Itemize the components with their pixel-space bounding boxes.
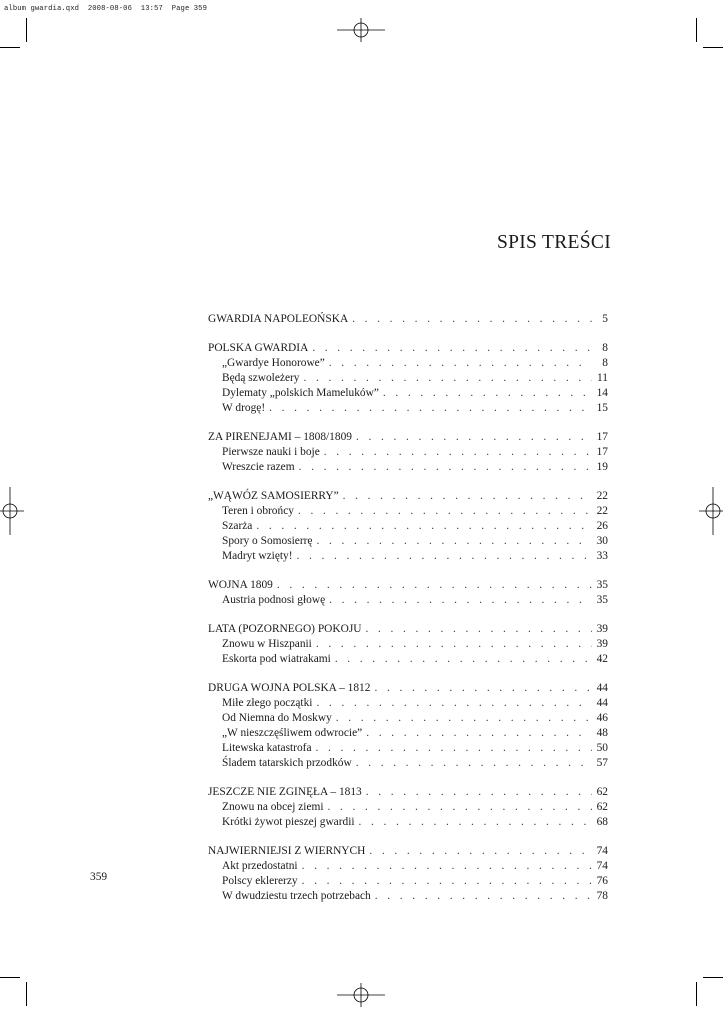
toc-subentry <box>208 593 608 608</box>
toc-subentry <box>208 741 608 756</box>
dot-leader <box>324 445 592 460</box>
toc-entry-title: Dylematy „polskich Mameluków” <box>222 387 379 399</box>
crop-mark-bottom-left-v <box>26 982 27 1006</box>
toc-entry-page: 74 <box>596 845 608 857</box>
crop-mark-top-right <box>703 47 723 48</box>
toc-entry-title: Znowu w Hiszpanii <box>222 638 312 650</box>
toc-section <box>208 844 608 904</box>
dot-leader <box>366 726 592 741</box>
toc-entry-page: 30 <box>596 535 608 547</box>
toc-entry-title: Pierwsze nauki i boje <box>222 446 320 458</box>
dot-leader <box>352 312 592 327</box>
registration-mark-top <box>337 18 385 42</box>
dot-leader <box>297 549 592 564</box>
toc-entry-page: 74 <box>596 860 608 872</box>
toc-entry-page: 44 <box>596 682 608 694</box>
toc-entry-title: „WĄWÓZ SAMOSIERRY” <box>208 490 339 502</box>
dot-leader <box>269 401 592 416</box>
toc-entry-title: „Gwardye Honorowe” <box>222 357 325 369</box>
toc-entry <box>208 785 608 800</box>
toc-entry <box>208 341 608 356</box>
toc-subentry <box>208 756 608 771</box>
toc-entry-title: POLSKA GWARDIA <box>208 342 309 354</box>
toc-subentry <box>208 460 608 475</box>
dot-leader <box>366 785 592 800</box>
toc-entry-page: 39 <box>596 623 608 635</box>
toc-entry-page: 68 <box>596 816 608 828</box>
toc-entry-title: Od Niemna do Moskwy <box>222 712 332 724</box>
toc-entry-title: Wreszcie razem <box>222 461 295 473</box>
toc-entry-title: GWARDIA NAPOLEOŃSKA <box>208 313 349 325</box>
registration-mark-left <box>0 487 24 535</box>
toc-entry-page: 35 <box>596 594 608 606</box>
toc-subentry <box>208 652 608 667</box>
dot-leader <box>356 756 592 771</box>
toc-entry <box>208 622 608 637</box>
toc-entry-page: 11 <box>597 372 608 384</box>
toc-subentry <box>208 874 608 889</box>
toc-entry <box>208 681 608 696</box>
crop-mark-top-right-v <box>696 18 697 42</box>
toc-entry-page: 39 <box>596 638 608 650</box>
toc-entry-title: Krótki żywot pieszej gwardii <box>222 816 355 828</box>
toc-entry-title: Austria podnosi głowę <box>222 594 326 606</box>
dot-leader <box>356 430 592 445</box>
toc-section <box>208 341 608 416</box>
toc-subentry <box>208 534 608 549</box>
toc-entry-title: Akt przedostatni <box>222 860 298 872</box>
toc-entry-page: 44 <box>596 697 608 709</box>
toc-section <box>208 681 608 771</box>
toc-entry-title: W drogę! <box>222 402 266 414</box>
dot-leader <box>277 578 592 593</box>
toc-entry-title: JESZCZE NIE ZGINĘŁA – 1813 <box>208 786 362 798</box>
toc-subentry <box>208 401 608 416</box>
toc-entry-page: 15 <box>596 402 608 414</box>
toc-section <box>208 430 608 475</box>
toc-subentry <box>208 445 608 460</box>
toc-entry <box>208 844 608 859</box>
crop-mark-top-left-v <box>26 18 27 42</box>
toc-subentry <box>208 519 608 534</box>
toc-section <box>208 312 608 327</box>
toc-entry-page: 46 <box>596 712 608 724</box>
registration-mark-bottom <box>337 983 385 1007</box>
toc-entry <box>208 578 608 593</box>
print-slug: album gwardia.qxd 2008-08-06 13:57 Page 359 <box>4 5 208 13</box>
toc-entry-title: Teren i obrońcy <box>222 505 294 517</box>
toc-entry-page: 50 <box>596 742 608 754</box>
toc-subentry <box>208 386 608 401</box>
toc-entry-title: NAJWIERNIEJSI Z WIERNYCH <box>208 845 366 857</box>
toc-entry-page: 22 <box>596 490 608 502</box>
toc-entry-title: LATA (POZORNEGO) POKOJU <box>208 623 362 635</box>
toc-entry-title: Szarża <box>222 520 253 532</box>
toc-entry-page: 22 <box>596 505 608 517</box>
page-number: 359 <box>90 871 108 883</box>
dot-leader <box>369 844 592 859</box>
toc-entry-page: 8 <box>602 357 608 369</box>
toc-entry-title: WOJNA 1809 <box>208 579 273 591</box>
toc-entry <box>208 430 608 445</box>
toc-entry-title: Eskorta pod wiatrakami <box>222 653 331 665</box>
toc-entry-title: DRUGA WOJNA POLSKA – 1812 <box>208 682 371 694</box>
registration-mark-right <box>699 487 723 535</box>
toc-entry-title: „W nieszczęśliwem odwrocie” <box>222 727 363 739</box>
toc-subentry <box>208 815 608 830</box>
toc-section <box>208 785 608 830</box>
dot-leader <box>256 519 592 534</box>
dot-leader <box>302 874 592 889</box>
crop-mark-bottom-right-v <box>696 982 697 1006</box>
toc-section <box>208 489 608 564</box>
dot-leader <box>328 800 592 815</box>
toc-subentry <box>208 549 608 564</box>
toc-subentry <box>208 889 608 904</box>
dot-leader <box>366 622 593 637</box>
toc-entry-page: 42 <box>596 653 608 665</box>
toc-entry-title: Będą szwoleżery <box>222 372 300 384</box>
dot-leader <box>329 593 592 608</box>
crop-mark-bottom-right <box>703 977 723 978</box>
toc-entry-title: Miłe złego początki <box>222 697 313 709</box>
toc-entry-title: Polscy eklererzy <box>222 875 298 887</box>
toc-entry-title: Spory o Somosierrę <box>222 535 313 547</box>
dot-leader <box>383 386 592 401</box>
toc-entry-page: 5 <box>602 313 608 325</box>
dot-leader <box>316 637 592 652</box>
crop-mark-top-left <box>0 47 20 48</box>
toc-entry-title: Madryt wzięty! <box>222 550 293 562</box>
toc-entry-page: 17 <box>596 431 608 443</box>
toc-subentry <box>208 371 608 386</box>
toc-entry-page: 26 <box>596 520 608 532</box>
crop-mark-bottom-left <box>0 977 20 978</box>
page-title: SPIS TREŚCI <box>496 232 611 254</box>
toc-entry-title: Litewska katastrofa <box>222 742 312 754</box>
toc-entry-page: 76 <box>596 875 608 887</box>
dot-leader <box>316 696 592 711</box>
toc-entry-title: W dwudziestu trzech potrzebach <box>222 890 371 902</box>
toc-entry-title: Śladem tatarskich przodków <box>222 757 352 769</box>
dot-leader <box>343 489 592 504</box>
dot-leader <box>359 815 592 830</box>
dot-leader <box>299 460 592 475</box>
toc-subentry <box>208 711 608 726</box>
toc-entry-page: 78 <box>596 890 608 902</box>
dot-leader <box>302 859 592 874</box>
toc-subentry <box>208 726 608 741</box>
toc-entry-page: 14 <box>596 387 608 399</box>
toc-subentry <box>208 696 608 711</box>
toc-section <box>208 622 608 667</box>
toc-entry-page: 57 <box>596 757 608 769</box>
toc-section <box>208 578 608 608</box>
toc-subentry <box>208 859 608 874</box>
toc-entry-title: Znowu na obcej ziemi <box>222 801 324 813</box>
dot-leader <box>335 652 592 667</box>
toc-entry-page: 48 <box>596 727 608 739</box>
toc-entry <box>208 312 608 327</box>
table-of-contents <box>208 312 608 918</box>
dot-leader <box>375 889 592 904</box>
toc-entry-page: 62 <box>596 786 608 798</box>
toc-entry-page: 33 <box>596 550 608 562</box>
toc-entry-title: ZA PIRENEJAMI – 1808/1809 <box>208 431 352 443</box>
toc-entry <box>208 489 608 504</box>
dot-leader <box>329 356 592 371</box>
toc-entry-page: 35 <box>596 579 608 591</box>
toc-entry-page: 19 <box>596 461 608 473</box>
dot-leader <box>316 741 592 756</box>
dot-leader <box>336 711 592 726</box>
dot-leader <box>312 341 592 356</box>
toc-subentry <box>208 504 608 519</box>
toc-subentry <box>208 800 608 815</box>
toc-subentry <box>208 637 608 652</box>
toc-entry-page: 17 <box>596 446 608 458</box>
toc-entry-page: 62 <box>596 801 608 813</box>
dot-leader <box>317 534 593 549</box>
dot-leader <box>298 504 592 519</box>
toc-subentry <box>208 356 608 371</box>
toc-entry-page: 8 <box>602 342 608 354</box>
dot-leader <box>303 371 592 386</box>
dot-leader <box>374 681 592 696</box>
